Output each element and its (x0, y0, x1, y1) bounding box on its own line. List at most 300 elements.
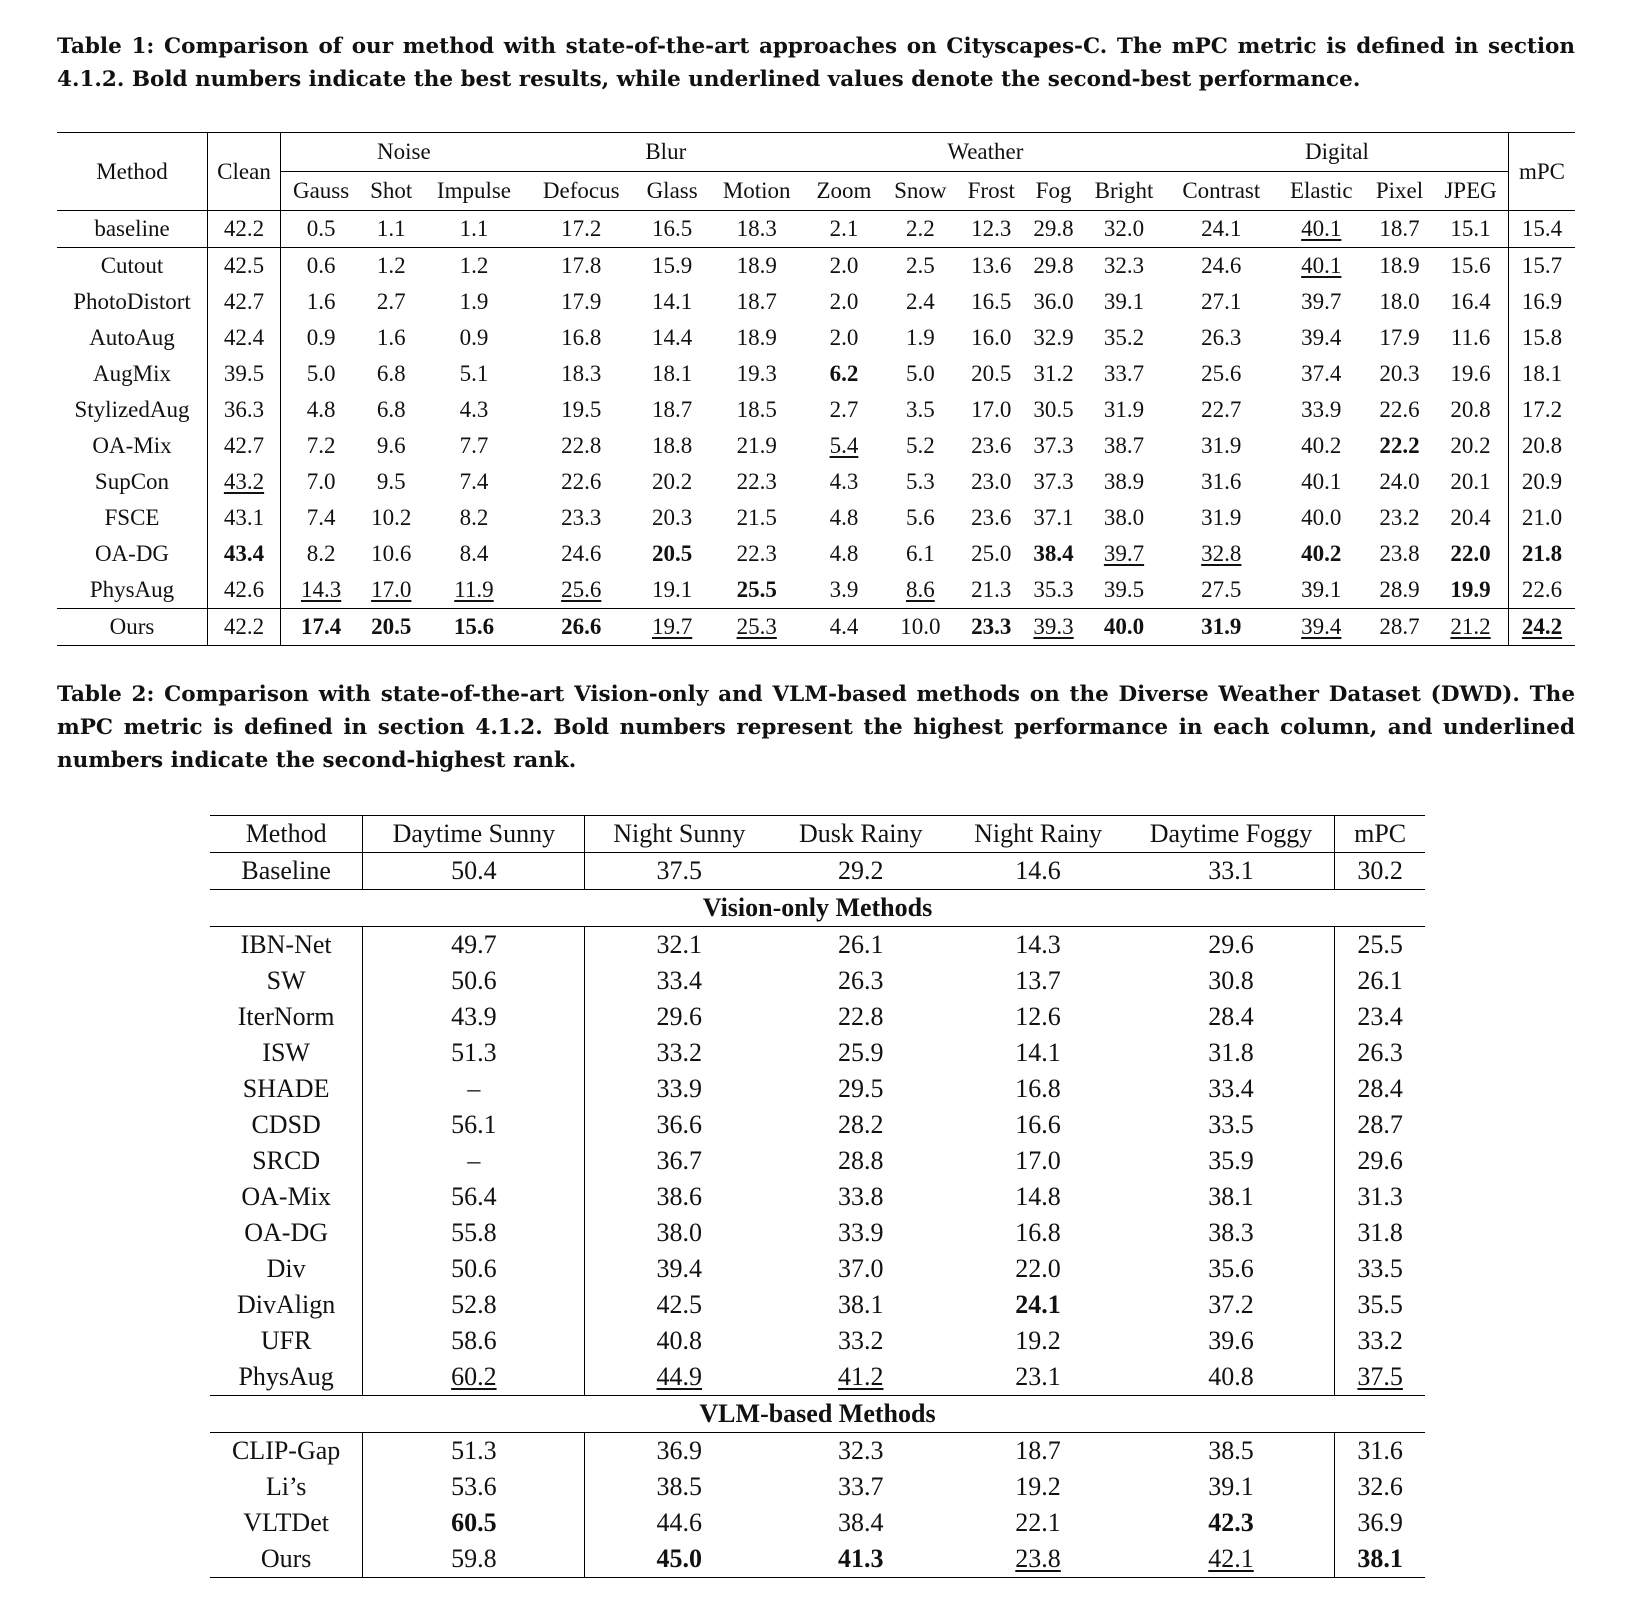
column-header: Dusk Rainy (799, 819, 923, 848)
value-cell: 14.8 (1015, 1182, 1061, 1211)
value-cell: 31.6 (1335, 1433, 1425, 1470)
value-cell: 1.6 (281, 284, 362, 320)
column-header: Motion (709, 172, 805, 211)
value-cell: 51.3 (363, 1433, 585, 1470)
value-cell: 38.4 (1033, 541, 1074, 566)
value-cell: 18.3 (736, 216, 777, 241)
value-cell: 22.8 (838, 1002, 884, 1031)
value-cell: 37.4 (1301, 361, 1342, 386)
value-cell: 36.3 (208, 392, 281, 428)
value-cell: 33.5 (1208, 1110, 1254, 1139)
table-row (57, 464, 1575, 500)
value-cell: 44.9 (585, 1359, 773, 1396)
value-cell: 31.8 (1208, 1038, 1254, 1067)
value-cell: 29.2 (773, 853, 948, 890)
value-cell: 42.3 (1208, 1508, 1254, 1537)
table-row (210, 1287, 1425, 1323)
value-cell: 22.3 (736, 469, 777, 494)
value-cell: 38.1 (1208, 1182, 1254, 1211)
value-cell: 6.8 (376, 361, 406, 386)
value-cell: 25.3 (709, 609, 805, 646)
value-cell: 18.7 (652, 397, 693, 422)
value-cell: 15.7 (1509, 248, 1576, 285)
value-cell: 3.5 (905, 397, 935, 422)
value-cell: 37.5 (1335, 1359, 1425, 1396)
value-cell: 40.2 (1301, 433, 1342, 458)
value-cell: 41.2 (838, 1362, 884, 1391)
value-cell: 18.9 (1366, 248, 1433, 285)
value-cell: 26.3 (1335, 1035, 1425, 1071)
value-cell: 4.8 (829, 541, 859, 566)
value-cell: 9.6 (376, 433, 406, 458)
value-cell: 16.9 (1509, 284, 1576, 320)
value-cell: – (363, 1143, 585, 1179)
value-cell: 23.3 (561, 505, 602, 530)
value-cell: 2.0 (829, 289, 859, 314)
value-cell: 33.4 (585, 963, 773, 999)
value-cell: 16.0 (971, 325, 1012, 350)
method-cell: CLIP-Gap (210, 1433, 363, 1470)
value-cell: 20.9 (1509, 464, 1576, 500)
value-cell: 21.3 (971, 577, 1012, 602)
value-cell: 18.3 (561, 361, 602, 386)
value-cell: 1.9 (459, 289, 489, 314)
value-cell: 17.8 (527, 248, 636, 285)
method-cell: SHADE (242, 1074, 330, 1103)
value-cell: 32.3 (773, 1433, 948, 1470)
value-cell: 30.8 (1208, 966, 1254, 995)
value-cell: 38.4 (838, 1508, 884, 1537)
method-cell: PhotoDistort (73, 289, 191, 314)
value-cell: 36.9 (585, 1433, 773, 1470)
column-header: Elastic (1277, 172, 1366, 211)
table-row (210, 1323, 1425, 1359)
value-cell: 17.9 (1379, 325, 1420, 350)
group-header: Weather (805, 133, 1166, 172)
value-cell: 22.6 (1509, 572, 1576, 609)
value-cell: 22.7 (1201, 397, 1242, 422)
value-cell: 33.9 (585, 1071, 773, 1107)
method-cell: AutoAug (89, 325, 175, 350)
value-cell: 22.1 (1015, 1508, 1061, 1537)
value-cell: 11.9 (454, 577, 494, 602)
value-cell: 40.2 (1301, 541, 1342, 566)
value-cell: 18.9 (736, 325, 777, 350)
table2 (210, 815, 1425, 1578)
table-row (210, 999, 1425, 1035)
value-cell: 5.0 (905, 361, 935, 386)
value-cell: 25.0 (971, 541, 1012, 566)
value-cell: 2.0 (805, 248, 883, 285)
value-cell: 23.0 (971, 469, 1012, 494)
value-cell: 16.8 (1015, 1218, 1061, 1247)
value-cell: 33.4 (1208, 1074, 1254, 1103)
value-cell: 37.3 (1033, 433, 1074, 458)
value-cell: 11.6 (1450, 325, 1491, 350)
value-cell: 25.5 (736, 577, 777, 602)
value-cell: 23.8 (1379, 541, 1420, 566)
value-cell: 5.6 (905, 505, 935, 530)
value-cell: 15.9 (636, 248, 709, 285)
value-cell: 59.8 (363, 1541, 585, 1578)
value-cell: 14.3 (948, 927, 1127, 964)
value-cell: 5.0 (281, 356, 362, 392)
value-cell: 23.6 (971, 433, 1012, 458)
value-cell: 37.0 (838, 1254, 884, 1283)
value-cell: 6.2 (829, 361, 859, 386)
method-header: Method (57, 133, 208, 211)
value-cell: 39.6 (1208, 1326, 1254, 1355)
value-cell: 32.6 (1335, 1469, 1425, 1505)
value-cell: 4.3 (829, 469, 859, 494)
table-row (210, 1035, 1425, 1071)
value-cell: 42.6 (208, 572, 281, 609)
value-cell: 8.4 (459, 541, 489, 566)
value-cell: 26.3 (838, 966, 884, 995)
value-cell: 41.3 (838, 1544, 884, 1573)
value-cell: 30.2 (1335, 853, 1425, 890)
value-cell: 39.4 (1301, 325, 1342, 350)
value-cell: 21.5 (736, 505, 777, 530)
column-header: Fog (1025, 172, 1082, 211)
value-cell: 1.1 (376, 216, 406, 241)
value-cell: 3.9 (829, 577, 859, 602)
column-header: Snow (883, 172, 958, 211)
value-cell: 2.7 (829, 397, 859, 422)
value-cell: 16.5 (652, 216, 693, 241)
value-cell: 2.4 (905, 289, 935, 314)
value-cell: 33.2 (1335, 1323, 1425, 1359)
value-cell: 42.2 (208, 211, 281, 248)
value-cell: 29.6 (1335, 1143, 1425, 1179)
value-cell: 7.7 (459, 433, 489, 458)
value-cell: 60.2 (363, 1359, 585, 1396)
table-row (57, 248, 1575, 285)
column-header: mPC (1335, 816, 1425, 853)
value-cell: 32.1 (585, 927, 773, 964)
value-cell: 14.1 (652, 289, 693, 314)
value-cell: 42.7 (208, 284, 281, 320)
value-cell: 18.9 (709, 248, 805, 285)
value-cell: 33.7 (838, 1472, 884, 1501)
value-cell: 4.8 (281, 392, 362, 428)
value-cell: 37.3 (1033, 469, 1074, 494)
value-cell: 32.8 (1201, 541, 1242, 566)
column-header: Zoom (805, 172, 883, 211)
column-header: Impulse (421, 172, 526, 211)
value-cell: 52.8 (363, 1287, 585, 1323)
value-cell: 17.4 (281, 609, 362, 646)
value-cell: 29.6 (1128, 927, 1335, 964)
value-cell: 19.2 (1015, 1472, 1061, 1501)
value-cell: 35.2 (1103, 325, 1145, 350)
method-cell: Baseline (210, 853, 363, 890)
value-cell: 7.4 (459, 469, 489, 494)
table-row (57, 500, 1575, 536)
value-cell: 27.1 (1201, 289, 1242, 314)
value-cell: 1.2 (361, 248, 421, 285)
value-cell: 38.0 (1103, 505, 1145, 530)
value-cell: 42.1 (1208, 1544, 1254, 1573)
value-cell: 39.5 (208, 356, 281, 392)
value-cell: 40.1 (1277, 248, 1366, 285)
value-cell: 9.5 (376, 469, 406, 494)
section-title: VLM-based Methods (210, 1396, 1425, 1433)
value-cell: 35.9 (1208, 1146, 1254, 1175)
section-header-row (210, 1396, 1425, 1433)
value-cell: 21.0 (1509, 500, 1576, 536)
value-cell: 8.2 (281, 536, 362, 572)
table-row (57, 536, 1575, 572)
value-cell: 25.6 (561, 577, 602, 602)
value-cell: 14.6 (948, 853, 1127, 890)
value-cell: 22.6 (561, 469, 602, 494)
table-row (210, 1505, 1425, 1541)
value-cell: 28.4 (1335, 1071, 1425, 1107)
value-cell: 51.3 (363, 1035, 585, 1071)
method-cell: DivAlign (237, 1290, 336, 1319)
table-row (210, 927, 1425, 964)
table-row (210, 1433, 1425, 1470)
value-cell: 4.4 (805, 609, 883, 646)
value-cell: 14.3 (281, 572, 362, 609)
value-cell: 23.6 (971, 505, 1012, 530)
column-header: Gauss (281, 172, 362, 211)
table2-caption: Table 2: Comparison with state-of-the-art Vision-only and VLM-based methods on the Diverse Weather Dataset (DWD). The mPC metric is defined in section 4.1.2. Bold numbers represent the highest performance in each column, and underlined numbers indicate the second-highest rank. (57, 682, 1575, 773)
value-cell: 43.4 (208, 536, 281, 572)
table-row (210, 1179, 1425, 1215)
value-cell: 21.8 (1509, 536, 1576, 572)
value-cell: 38.9 (1103, 469, 1145, 494)
value-cell: 39.7 (1103, 541, 1145, 566)
table-row (210, 1469, 1425, 1505)
value-cell: 20.4 (1450, 505, 1491, 530)
value-cell: 28.4 (1208, 1002, 1254, 1031)
table1 (57, 132, 1575, 646)
value-cell: 1.6 (376, 325, 406, 350)
value-cell: 5.3 (905, 469, 935, 494)
table-row (210, 1071, 1425, 1107)
value-cell: 19.9 (1450, 577, 1491, 602)
method-cell: Cutout (57, 248, 208, 285)
value-cell: 24.0 (1379, 469, 1420, 494)
value-cell: 44.6 (585, 1505, 773, 1541)
value-cell: 32.0 (1103, 216, 1145, 241)
value-cell: 30.5 (1033, 397, 1074, 422)
value-cell: 16.6 (1015, 1110, 1061, 1139)
value-cell: 22.3 (736, 541, 777, 566)
value-cell: 13.6 (958, 248, 1025, 285)
table-row (57, 284, 1575, 320)
value-cell: 0.9 (281, 320, 362, 356)
value-cell: 18.1 (1509, 356, 1576, 392)
column-header: Night Rainy (974, 819, 1102, 848)
value-cell: 10.6 (371, 541, 412, 566)
value-cell: 35.3 (1033, 577, 1074, 602)
value-cell: 1.1 (459, 216, 489, 241)
method-cell: ISW (262, 1038, 310, 1067)
value-cell: 31.9 (1201, 433, 1242, 458)
value-cell: 0.6 (281, 248, 362, 285)
value-cell: 36.6 (585, 1107, 773, 1143)
value-cell: 18.1 (652, 361, 693, 386)
value-cell: 2.1 (829, 216, 859, 241)
table-row (57, 392, 1575, 428)
value-cell: 16.8 (561, 325, 602, 350)
value-cell: 18.7 (736, 289, 777, 314)
column-header: JPEG (1433, 172, 1508, 211)
value-cell: 18.0 (1379, 289, 1420, 314)
value-cell: 42.2 (208, 609, 281, 646)
method-cell: SW (266, 966, 306, 995)
value-cell: 16.8 (1015, 1074, 1061, 1103)
value-cell: 6.8 (376, 397, 406, 422)
value-cell: 40.1 (1301, 216, 1342, 241)
value-cell: 24.6 (561, 541, 602, 566)
method-cell: CDSD (251, 1110, 321, 1139)
value-cell: 5.2 (905, 433, 935, 458)
value-cell: 2.0 (829, 325, 859, 350)
method-cell: OA-DG (244, 1218, 329, 1247)
value-cell: 10.2 (371, 505, 412, 530)
value-cell: 20.3 (652, 505, 693, 530)
value-cell: 19.7 (636, 609, 709, 646)
value-cell: 50.6 (363, 1251, 585, 1287)
value-cell: 35.5 (1335, 1287, 1425, 1323)
value-cell: 12.6 (1015, 1002, 1061, 1031)
value-cell: 36.7 (585, 1143, 773, 1179)
method-cell: IterNorm (237, 1002, 335, 1031)
value-cell: 17.2 (561, 216, 602, 241)
table-row (210, 1359, 1425, 1396)
value-cell: 8.2 (459, 505, 489, 530)
value-cell: 29.8 (1033, 216, 1074, 241)
value-cell: 31.6 (1201, 469, 1242, 494)
value-cell: 7.2 (281, 428, 362, 464)
method-cell: OA-Mix (92, 433, 172, 458)
method-cell: VLTDet (243, 1508, 329, 1537)
value-cell: 38.1 (1335, 1541, 1425, 1578)
column-header: Glass (636, 172, 709, 211)
value-cell: 7.0 (281, 464, 362, 500)
value-cell: 20.5 (971, 361, 1012, 386)
table-row (210, 1215, 1425, 1251)
table-row (210, 1107, 1425, 1143)
value-cell: 0.9 (459, 325, 489, 350)
value-cell: 7.4 (281, 500, 362, 536)
value-cell: 23.8 (1015, 1544, 1061, 1573)
value-cell: 29.6 (585, 999, 773, 1035)
value-cell: 58.6 (363, 1323, 585, 1359)
column-header: Contrast (1166, 172, 1277, 211)
method-cell: Div (266, 1254, 306, 1283)
value-cell: 26.1 (773, 927, 948, 964)
value-cell: 31.2 (1033, 361, 1074, 386)
value-cell: 17.9 (561, 289, 602, 314)
value-cell: 15.4 (1509, 211, 1576, 248)
table-row (210, 1251, 1425, 1287)
section-title: Vision-only Methods (210, 890, 1425, 927)
value-cell: 39.1 (1103, 289, 1145, 314)
value-cell: 40.0 (1301, 505, 1342, 530)
value-cell: 37.5 (585, 853, 773, 890)
value-cell: 42.5 (585, 1287, 773, 1323)
method-cell: PhysAug (238, 1362, 334, 1391)
method-cell: SRCD (252, 1146, 321, 1175)
value-cell: 36.9 (1335, 1505, 1425, 1541)
table-row (57, 572, 1575, 609)
value-cell: 22.0 (1015, 1254, 1061, 1283)
value-cell: 31.9 (1166, 609, 1277, 646)
value-cell: 38.5 (1128, 1433, 1335, 1470)
value-cell: 4.8 (829, 505, 859, 530)
value-cell: 33.8 (838, 1182, 884, 1211)
value-cell: 20.3 (1379, 361, 1420, 386)
value-cell: 25.6 (1201, 361, 1242, 386)
value-cell: 25.9 (838, 1038, 884, 1067)
value-cell: 18.7 (948, 1433, 1127, 1470)
value-cell: 27.5 (1201, 577, 1242, 602)
value-cell: 20.8 (1509, 428, 1576, 464)
value-cell: 16.4 (1450, 289, 1491, 314)
value-cell: 42.4 (208, 320, 281, 356)
value-cell: 33.2 (585, 1035, 773, 1071)
value-cell: 60.5 (363, 1505, 585, 1541)
value-cell: 40.0 (1082, 609, 1166, 646)
value-cell: 39.7 (1301, 289, 1342, 314)
value-cell: 24.2 (1509, 609, 1576, 646)
method-cell: OA-DG (94, 541, 170, 566)
value-cell: 39.1 (1301, 577, 1342, 602)
method-cell: AugMix (93, 361, 171, 386)
table-row (57, 609, 1575, 646)
value-cell: 16.5 (971, 289, 1012, 314)
method-cell: Ours (260, 1544, 312, 1573)
method-cell: PhysAug (89, 577, 175, 602)
value-cell: 28.2 (838, 1110, 884, 1139)
value-cell: 33.5 (1335, 1251, 1425, 1287)
value-cell: 2.2 (905, 216, 935, 241)
value-cell: 31.3 (1335, 1179, 1425, 1215)
value-cell: 17.0 (971, 397, 1012, 422)
value-cell: 26.1 (1335, 963, 1425, 999)
value-cell: 39.1 (1208, 1472, 1254, 1501)
value-cell: 14.4 (652, 325, 693, 350)
value-cell: 4.3 (459, 397, 489, 422)
value-cell: 38.1 (838, 1290, 884, 1319)
method-cell: StylizedAug (74, 397, 190, 422)
method-cell: FSCE (104, 505, 160, 530)
value-cell: 31.9 (1201, 505, 1242, 530)
column-header: Daytime Foggy (1149, 819, 1313, 848)
method-cell: IBN-Net (210, 927, 363, 964)
table-row (57, 320, 1575, 356)
value-cell: 36.0 (1033, 289, 1074, 314)
table1-caption: Table 1: Comparison of our method with state-of-the-art approaches on Cityscapes-C. The mPC metric is defined in section 4.1.2. Bold numbers indicate the best results, while underlined values denote the second-best performance. (57, 34, 1575, 92)
value-cell: 25.5 (1335, 927, 1425, 964)
value-cell: 42.5 (208, 248, 281, 285)
value-cell: 15.6 (1433, 248, 1508, 285)
value-cell: 33.2 (838, 1326, 884, 1355)
value-cell: 19.5 (561, 397, 602, 422)
value-cell: 23.1 (1015, 1362, 1061, 1391)
value-cell: 12.3 (971, 216, 1012, 241)
value-cell: 8.6 (905, 577, 935, 602)
value-cell: 18.8 (652, 433, 693, 458)
value-cell: 38.3 (1208, 1218, 1254, 1247)
value-cell: 15.1 (1450, 216, 1491, 241)
table-row (210, 1143, 1425, 1179)
